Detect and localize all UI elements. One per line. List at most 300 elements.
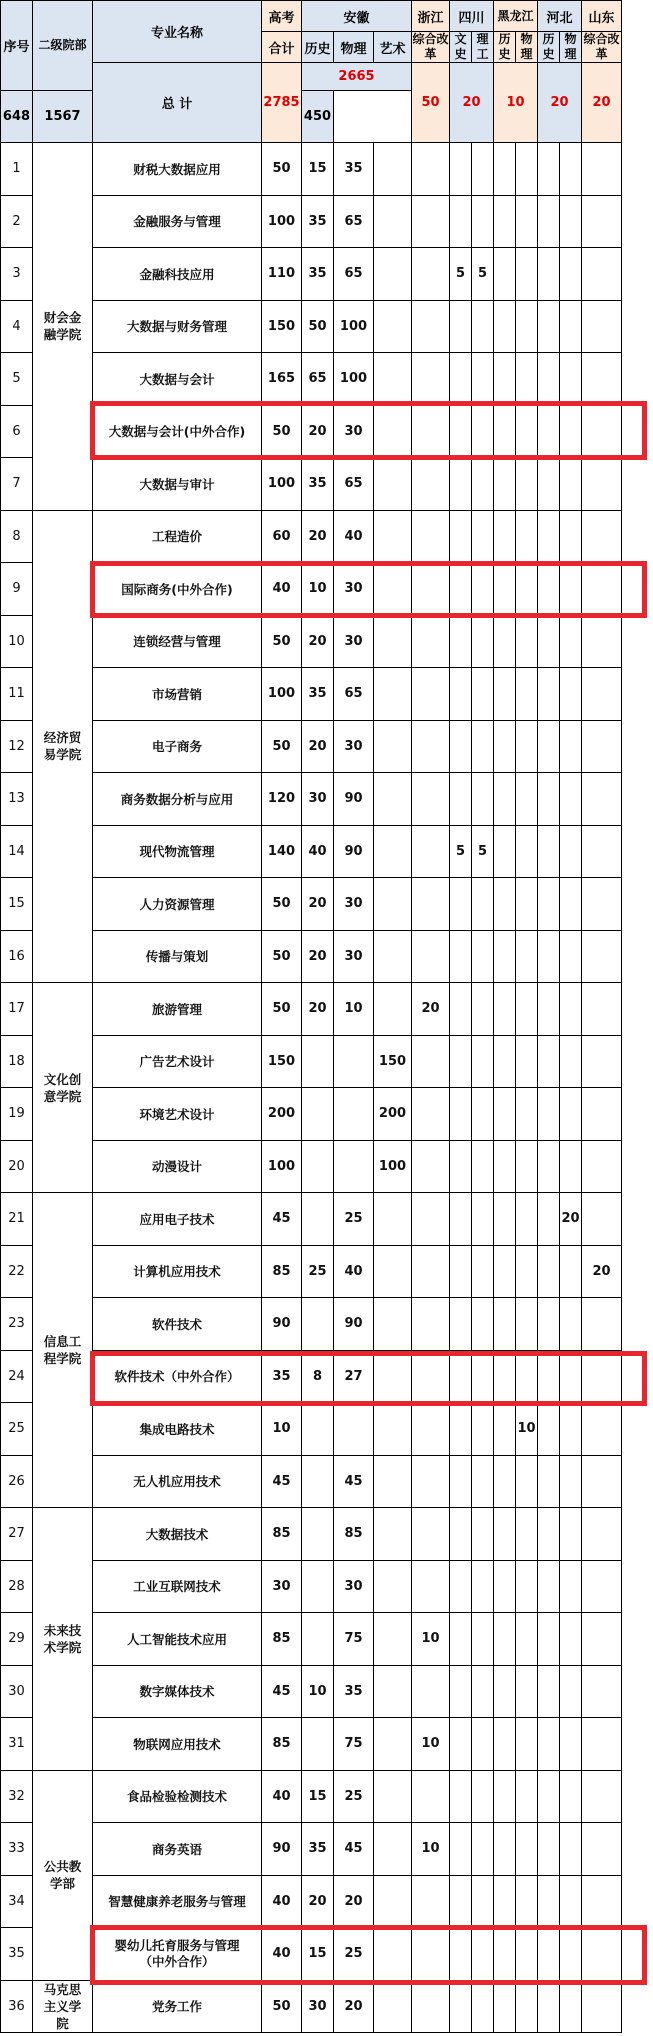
quota-cell: 35 — [302, 1823, 334, 1876]
quota-cell — [560, 1298, 582, 1351]
quota-cell: 50 — [262, 878, 302, 931]
header-sichuan-wenshi: 文史 — [450, 32, 472, 63]
header-hebei-physics: 物理 — [560, 32, 582, 63]
quota-cell — [516, 1350, 538, 1403]
major-name: 大数据与会计(中外合作) — [93, 405, 262, 458]
total-hebei: 20 — [538, 63, 582, 143]
quota-cell — [560, 1875, 582, 1928]
quota-cell: 200 — [374, 1088, 412, 1141]
row-number: 4 — [1, 300, 33, 353]
quota-cell — [516, 1718, 538, 1771]
quota-cell — [450, 1140, 472, 1193]
quota-cell — [516, 300, 538, 353]
quota-cell: 40 — [262, 1928, 302, 1981]
quota-cell — [582, 1035, 622, 1088]
quota-cell — [450, 1980, 472, 2032]
quota-cell — [472, 300, 494, 353]
quota-cell — [538, 300, 560, 353]
row-number: 16 — [1, 930, 33, 983]
quota-cell — [472, 1298, 494, 1351]
quota-cell — [472, 353, 494, 406]
quota-cell — [516, 195, 538, 248]
header-seq: 序号 — [1, 1, 33, 91]
quota-cell: 10 — [412, 1823, 450, 1876]
major-name: 传播与策划 — [93, 930, 262, 983]
row-number: 10 — [1, 615, 33, 668]
major-name: 智慧健康养老服务与管理 — [93, 1875, 262, 1928]
total-anhui-physics: 1567 — [33, 91, 93, 143]
table-row — [1, 1245, 622, 1298]
table-row — [1, 405, 622, 458]
quota-cell: 50 — [262, 720, 302, 773]
quota-cell — [374, 1455, 412, 1508]
quota-cell: 90 — [262, 1823, 302, 1876]
header-shandong-sub: 综合改革 — [583, 32, 620, 61]
quota-cell — [374, 563, 412, 616]
quota-cell — [560, 930, 582, 983]
quota-cell — [412, 1088, 450, 1141]
quota-cell — [412, 1560, 450, 1613]
quota-cell — [412, 1508, 450, 1561]
quota-cell — [582, 1665, 622, 1718]
quota-cell — [450, 1770, 472, 1823]
quota-cell — [538, 1245, 560, 1298]
quota-cell — [450, 1928, 472, 1981]
row-number: 27 — [1, 1508, 33, 1561]
quota-cell — [560, 1718, 582, 1771]
quota-cell: 60 — [262, 510, 302, 563]
major-name: 商务英语 — [93, 1823, 262, 1876]
quota-cell — [302, 1718, 334, 1771]
major-name: 婴幼儿托育服务与管理（中外合作） — [93, 1928, 262, 1981]
quota-cell: 25 — [334, 1193, 374, 1246]
quota-cell: 165 — [262, 353, 302, 406]
table-row — [1, 248, 622, 301]
quota-cell: 35 — [302, 458, 334, 511]
table-row — [1, 143, 622, 196]
table-row — [1, 1928, 622, 1981]
quota-cell — [538, 563, 560, 616]
quota-cell — [560, 720, 582, 773]
quota-cell — [560, 1770, 582, 1823]
quota-cell — [412, 195, 450, 248]
quota-cell — [472, 1980, 494, 2032]
row-number: 35 — [1, 1928, 33, 1981]
quota-cell — [494, 1928, 516, 1981]
quota-cell — [538, 510, 560, 563]
table-row — [1, 1298, 622, 1351]
quota-cell — [494, 300, 516, 353]
quota-cell — [374, 1980, 412, 2032]
quota-cell — [516, 1665, 538, 1718]
quota-cell — [494, 195, 516, 248]
quota-cell — [494, 878, 516, 931]
quota-cell: 10 — [262, 1403, 302, 1456]
quota-cell — [374, 1245, 412, 1298]
quota-cell — [494, 1455, 516, 1508]
quota-cell: 20 — [560, 1193, 582, 1246]
quota-cell — [450, 1613, 472, 1666]
quota-cell: 65 — [302, 353, 334, 406]
quota-cell: 100 — [334, 353, 374, 406]
header-major: 专业名称 — [93, 1, 262, 63]
quota-cell — [450, 1665, 472, 1718]
quota-cell — [374, 668, 412, 721]
quota-cell — [560, 195, 582, 248]
quota-cell: 120 — [262, 773, 302, 826]
quota-cell: 50 — [302, 300, 334, 353]
quota-cell: 150 — [262, 300, 302, 353]
quota-cell — [450, 615, 472, 668]
quota-cell: 30 — [262, 1560, 302, 1613]
quota-cell — [516, 563, 538, 616]
quota-cell — [516, 353, 538, 406]
quota-cell — [560, 1455, 582, 1508]
header-sichuan: 四川 — [450, 1, 494, 32]
quota-cell — [412, 1140, 450, 1193]
table-row — [1, 1403, 622, 1456]
quota-cell — [472, 195, 494, 248]
row-number: 7 — [1, 458, 33, 511]
quota-cell — [494, 1403, 516, 1456]
major-name: 动漫设计 — [93, 1140, 262, 1193]
quota-cell — [472, 720, 494, 773]
quota-cell — [560, 1665, 582, 1718]
quota-cell — [582, 353, 622, 406]
quota-cell — [412, 1298, 450, 1351]
row-number: 9 — [1, 563, 33, 616]
quota-cell — [494, 1823, 516, 1876]
quota-cell — [582, 1455, 622, 1508]
quota-cell — [560, 1823, 582, 1876]
quota-cell — [538, 1823, 560, 1876]
quota-cell — [582, 1298, 622, 1351]
quota-cell: 85 — [262, 1718, 302, 1771]
row-number: 12 — [1, 720, 33, 773]
quota-cell — [472, 1035, 494, 1088]
quota-cell: 40 — [334, 1245, 374, 1298]
quota-cell: 10 — [412, 1718, 450, 1771]
quota-cell — [472, 1193, 494, 1246]
quota-cell: 20 — [302, 405, 334, 458]
quota-cell: 100 — [262, 1140, 302, 1193]
row-number: 30 — [1, 1665, 33, 1718]
row-number: 1 — [1, 143, 33, 196]
quota-cell — [472, 143, 494, 196]
quota-cell — [412, 878, 450, 931]
quota-cell — [516, 248, 538, 301]
quota-cell — [494, 1088, 516, 1141]
row-number: 21 — [1, 1193, 33, 1246]
quota-cell — [516, 1823, 538, 1876]
header-shandong: 山东 — [582, 1, 622, 32]
total-shandong: 20 — [582, 63, 622, 143]
quota-cell — [516, 1088, 538, 1141]
quota-cell: 35 — [302, 248, 334, 301]
quota-cell — [538, 1928, 560, 1981]
quota-cell — [582, 143, 622, 196]
row-number: 23 — [1, 1298, 33, 1351]
quota-cell — [472, 1718, 494, 1771]
quota-cell — [412, 353, 450, 406]
quota-cell — [582, 773, 622, 826]
quota-cell: 20 — [302, 1875, 334, 1928]
header-gaokao-sum: 合计 — [262, 32, 302, 63]
quota-cell: 5 — [450, 248, 472, 301]
quota-cell — [412, 720, 450, 773]
quota-cell: 15 — [302, 143, 334, 196]
major-name: 软件技术（中外合作） — [93, 1350, 262, 1403]
table-row — [1, 668, 622, 721]
quota-cell — [450, 1455, 472, 1508]
quota-cell — [494, 668, 516, 721]
quota-cell — [412, 1035, 450, 1088]
quota-cell — [450, 458, 472, 511]
major-name: 金融科技应用 — [93, 248, 262, 301]
quota-cell — [582, 1770, 622, 1823]
major-name: 人力资源管理 — [93, 878, 262, 931]
table-row — [1, 1088, 622, 1141]
quota-cell — [516, 825, 538, 878]
quota-cell — [450, 1560, 472, 1613]
quota-cell — [374, 1560, 412, 1613]
quota-cell — [516, 1875, 538, 1928]
quota-cell — [472, 878, 494, 931]
quota-cell: 140 — [262, 825, 302, 878]
quota-cell: 5 — [472, 248, 494, 301]
quota-cell — [516, 143, 538, 196]
quota-cell: 150 — [374, 1035, 412, 1088]
quota-cell — [472, 563, 494, 616]
quota-cell — [412, 143, 450, 196]
quota-cell — [374, 1613, 412, 1666]
total-anhui-art: 450 — [302, 91, 334, 143]
quota-cell — [374, 510, 412, 563]
major-name: 电子商务 — [93, 720, 262, 773]
quota-cell: 100 — [262, 668, 302, 721]
table-row — [1, 1455, 622, 1508]
quota-cell — [538, 1665, 560, 1718]
quota-cell: 40 — [262, 1875, 302, 1928]
quota-cell — [494, 1560, 516, 1613]
quota-cell — [494, 143, 516, 196]
quota-cell — [472, 1613, 494, 1666]
quota-cell: 20 — [302, 615, 334, 668]
quota-cell — [472, 983, 494, 1036]
quota-cell — [582, 878, 622, 931]
quota-cell — [538, 878, 560, 931]
major-name: 财税大数据应用 — [93, 143, 262, 196]
row-number: 25 — [1, 1403, 33, 1456]
quota-cell — [412, 405, 450, 458]
quota-cell: 10 — [302, 1665, 334, 1718]
quota-cell: 85 — [262, 1508, 302, 1561]
quota-cell: 85 — [262, 1613, 302, 1666]
quota-cell: 20 — [302, 983, 334, 1036]
quota-cell: 50 — [262, 615, 302, 668]
quota-cell — [516, 1035, 538, 1088]
quota-cell: 90 — [334, 773, 374, 826]
row-number: 8 — [1, 510, 33, 563]
quota-cell: 8 — [302, 1350, 334, 1403]
header-hebei-history: 历史 — [538, 32, 560, 63]
quota-cell — [516, 668, 538, 721]
quota-cell — [560, 1928, 582, 1981]
quota-cell — [560, 983, 582, 1036]
quota-cell — [374, 458, 412, 511]
quota-cell — [538, 1298, 560, 1351]
quota-cell — [302, 1613, 334, 1666]
quota-cell: 50 — [262, 405, 302, 458]
quota-cell: 35 — [334, 1665, 374, 1718]
quota-cell — [494, 1140, 516, 1193]
quota-cell — [302, 1140, 334, 1193]
quota-cell: 65 — [334, 195, 374, 248]
quota-cell — [494, 825, 516, 878]
quota-cell — [538, 248, 560, 301]
table-row — [1, 983, 622, 1036]
quota-cell — [582, 1875, 622, 1928]
major-name: 工程造价 — [93, 510, 262, 563]
header-zhejiang: 浙江 — [412, 1, 450, 32]
quota-cell — [472, 930, 494, 983]
department-cell: 经济贸易学院 — [33, 510, 93, 983]
quota-cell — [494, 1245, 516, 1298]
quota-cell — [412, 668, 450, 721]
quota-cell: 65 — [334, 668, 374, 721]
quota-cell — [374, 405, 412, 458]
quota-cell — [374, 615, 412, 668]
quota-cell: 30 — [334, 563, 374, 616]
major-name: 软件技术 — [93, 1298, 262, 1351]
quota-cell — [302, 1455, 334, 1508]
quota-cell — [494, 1718, 516, 1771]
quota-cell — [494, 1613, 516, 1666]
quota-cell — [472, 668, 494, 721]
quota-cell — [494, 1875, 516, 1928]
quota-cell: 85 — [334, 1508, 374, 1561]
quota-cell — [450, 668, 472, 721]
quota-cell: 45 — [334, 1823, 374, 1876]
quota-cell — [450, 1508, 472, 1561]
quota-cell — [560, 458, 582, 511]
header-anhui-history: 历史 — [302, 32, 334, 63]
major-name: 数字媒体技术 — [93, 1665, 262, 1718]
header-heilongjiang-history: 历史 — [494, 32, 516, 63]
quota-cell — [472, 1508, 494, 1561]
quota-cell — [412, 615, 450, 668]
header-heilongjiang-physics: 物理 — [516, 32, 538, 63]
quota-cell — [472, 1928, 494, 1981]
quota-cell — [582, 1350, 622, 1403]
major-name: 商务数据分析与应用 — [93, 773, 262, 826]
quota-cell: 50 — [262, 930, 302, 983]
quota-cell — [334, 1088, 374, 1141]
quota-cell — [472, 510, 494, 563]
table-row — [1, 930, 622, 983]
row-number: 32 — [1, 1770, 33, 1823]
quota-cell — [412, 1350, 450, 1403]
quota-cell: 25 — [334, 1770, 374, 1823]
quota-cell — [450, 983, 472, 1036]
quota-cell — [560, 1140, 582, 1193]
table-row — [1, 1718, 622, 1771]
quota-cell — [302, 1088, 334, 1141]
quota-cell — [538, 773, 560, 826]
row-number: 19 — [1, 1088, 33, 1141]
row-number: 17 — [1, 983, 33, 1036]
quota-cell — [412, 510, 450, 563]
quota-cell — [560, 353, 582, 406]
quota-cell — [560, 563, 582, 616]
quota-cell: 45 — [262, 1665, 302, 1718]
table-row — [1, 510, 622, 563]
quota-cell — [538, 1403, 560, 1456]
major-name: 金融服务与管理 — [93, 195, 262, 248]
table-row — [1, 1980, 622, 2032]
major-name: 人工智能技术应用 — [93, 1613, 262, 1666]
quota-cell: 20 — [302, 930, 334, 983]
quota-cell — [516, 1770, 538, 1823]
quota-cell — [494, 983, 516, 1036]
quota-cell — [516, 1560, 538, 1613]
row-number: 26 — [1, 1455, 33, 1508]
quota-cell — [560, 1613, 582, 1666]
major-name: 大数据与审计 — [93, 458, 262, 511]
quota-cell: 30 — [334, 930, 374, 983]
quota-cell — [450, 1403, 472, 1456]
quota-cell — [560, 1560, 582, 1613]
table-row — [1, 1035, 622, 1088]
quota-cell: 5 — [472, 825, 494, 878]
table-row — [1, 1613, 622, 1666]
quota-cell — [516, 615, 538, 668]
quota-cell — [516, 773, 538, 826]
quota-cell — [582, 983, 622, 1036]
quota-cell: 20 — [582, 1245, 622, 1298]
header-sichuan-ligong: 理工 — [472, 32, 494, 63]
quota-cell — [334, 1140, 374, 1193]
quota-cell — [374, 1770, 412, 1823]
quota-cell — [374, 1928, 412, 1981]
table-row — [1, 195, 622, 248]
quota-cell — [560, 1403, 582, 1456]
quota-cell — [374, 300, 412, 353]
quota-cell: 20 — [302, 510, 334, 563]
quota-cell — [374, 195, 412, 248]
quota-cell — [450, 300, 472, 353]
quota-cell — [538, 1770, 560, 1823]
quota-cell: 27 — [334, 1350, 374, 1403]
quota-cell — [516, 1613, 538, 1666]
quota-cell — [538, 1980, 560, 2032]
quota-cell — [412, 1875, 450, 1928]
quota-cell — [374, 825, 412, 878]
header-heilongjiang: 黑龙江 — [494, 1, 538, 32]
quota-cell — [494, 1193, 516, 1246]
row-number: 24 — [1, 1350, 33, 1403]
quota-cell — [450, 353, 472, 406]
quota-cell — [374, 1718, 412, 1771]
quota-cell: 65 — [334, 248, 374, 301]
header-anhui-physics: 物理 — [334, 32, 374, 63]
quota-cell — [374, 1665, 412, 1718]
quota-cell — [560, 615, 582, 668]
quota-cell — [302, 1403, 334, 1456]
quota-cell — [374, 720, 412, 773]
major-name: 连锁经营与管理 — [93, 615, 262, 668]
header-zhejiang-sub: 综合改革 — [412, 32, 449, 61]
